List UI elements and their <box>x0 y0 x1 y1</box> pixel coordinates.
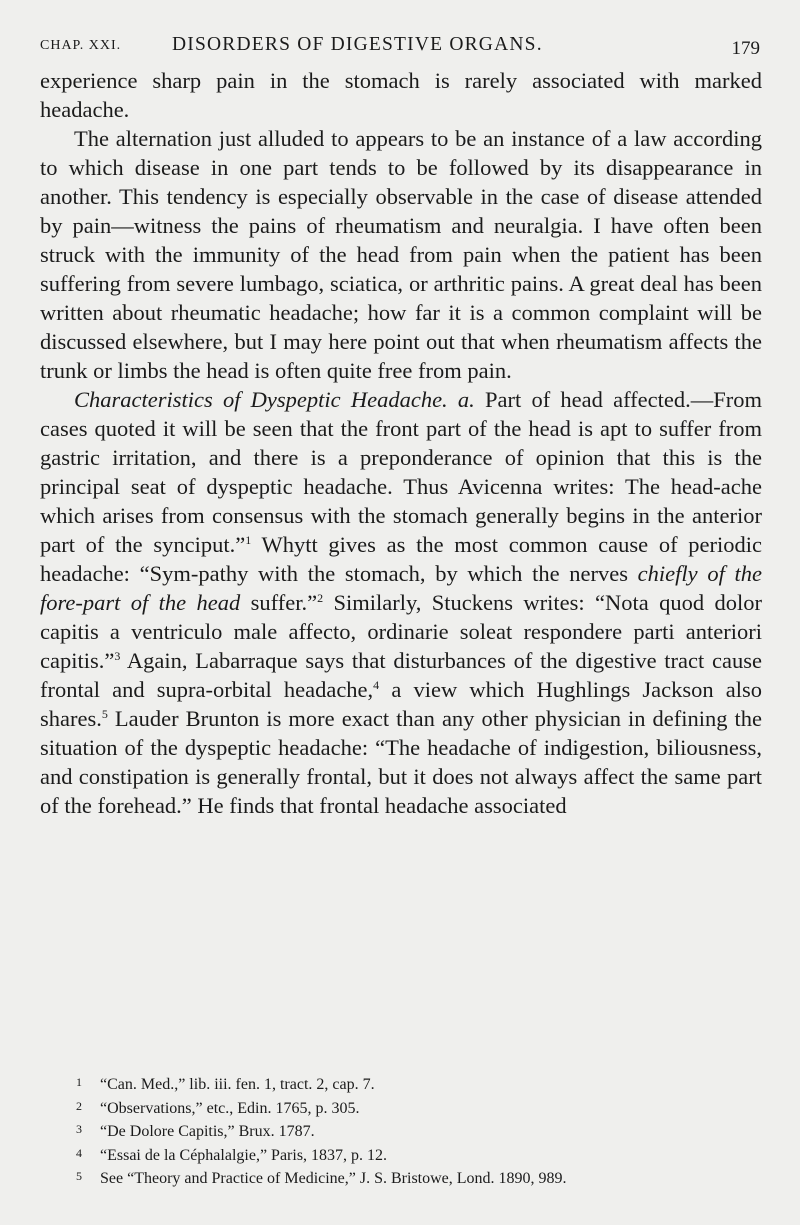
footnote-text: See “Theory and Practice of Medicine,” J. S. Bristowe, Lond. 1890, 989. <box>100 1170 567 1188</box>
footnote-number: 5 <box>76 1169 82 1184</box>
text-run: Again, Labarraque says that disturbances of the digestive tract cause frontal and supra-orbital headache, <box>40 648 762 702</box>
footnote-text: “Essai de la Céphalalgie,” Paris, 1837, p. 12. <box>100 1146 388 1164</box>
italic-run: Characteristics of Dyspeptic Headache. <box>74 387 448 412</box>
footnote-number: 2 <box>76 1098 82 1113</box>
footnote-text: “De Dolore Capitis,” Brux. 1787. <box>100 1123 315 1141</box>
footnote-text: “Observations,” etc., Edin. 1765, p. 305. <box>100 1099 360 1117</box>
footnote-ref: 3 <box>114 649 121 663</box>
footnote-number: 4 <box>76 1145 82 1160</box>
text-run: suffer.” <box>240 590 318 615</box>
body-text <box>40 66 762 820</box>
footnote-text: “Can. Med.,” lib. iii. fen. 1, tract. 2, cap. 7. <box>100 1076 375 1093</box>
footnote-ref: 1 <box>245 533 252 547</box>
paragraph-3 <box>40 385 762 820</box>
footnote-ref: 5 <box>101 707 108 721</box>
italic-run: a. <box>457 387 475 412</box>
italic-run: chiefly of the fore-part of the head <box>40 561 763 615</box>
running-header <box>40 30 762 66</box>
paragraph-1: experience sharp pain in the stomach is rarely associated with marked headache. <box>40 68 762 122</box>
text-run <box>448 387 458 412</box>
running-title: DISORDERS OF DIGESTIVE ORGANS. <box>172 34 543 55</box>
footnote-ref: 4 <box>373 678 380 692</box>
text-run: a view which Hughlings Jackson also shares. <box>40 677 762 731</box>
footnote <box>76 1072 762 1096</box>
page-number: 179 <box>731 38 760 59</box>
text-run: Part of head affected.—From cases quoted it will be seen that the front part of the head is apt to suffer from gastric irritation, and there is a preponderance of opinion that this is the principal seat of dyspeptic headache. Thus Avicenna writes: The head-ache which arises from consensus with the stomach generally begins in the anterior part of the synciput.” <box>40 387 762 557</box>
footnote-number: 3 <box>76 1122 82 1137</box>
footnote-ref: 2 <box>317 591 324 605</box>
footnote <box>76 1143 762 1167</box>
chapter-label: CHAP. XXI. <box>40 38 122 53</box>
footnote <box>76 1166 762 1190</box>
footnote-number: 1 <box>76 1075 82 1089</box>
paragraph-2: The alternation just alluded to appears to be an instance of a law according to which disease in one part tends to be followed by its disappearance in another. This tendency is especially observable in the case of disease attended by pain—witness the pains of rheumatism and neuralgia. I have often been struck with the immunity of the head from pain when the patient has been suffering from severe lumbago, sciatica, or arthritic pains. A great deal has been written about rheumatic headache; how far it is a common complaint will be discussed elsewhere, but I may here point out that when rheumatism affects the trunk or limbs the head is often quite free from pain. <box>40 126 762 383</box>
text-run: Lauder Brunton is more exact than any other physician in defining the situation of the dyspeptic headache: “The headache of indigestion, biliousness, and constipation is generally frontal, but it does not always affect the same part of the forehead.” He finds that frontal headache associated <box>40 706 762 818</box>
footnote <box>76 1096 762 1120</box>
text-run: Similarly, Stuckens writes: “Nota quod dolor capitis a ventriculo male affecto, ordinarie soleat respondere parti anteriori capitis.” <box>40 590 762 673</box>
text-run: Whytt gives as the most common cause of periodic headache: “Sym-pathy with the stomach, by which the nerves <box>40 532 762 586</box>
footnote <box>76 1119 762 1143</box>
footnotes <box>76 1072 762 1190</box>
